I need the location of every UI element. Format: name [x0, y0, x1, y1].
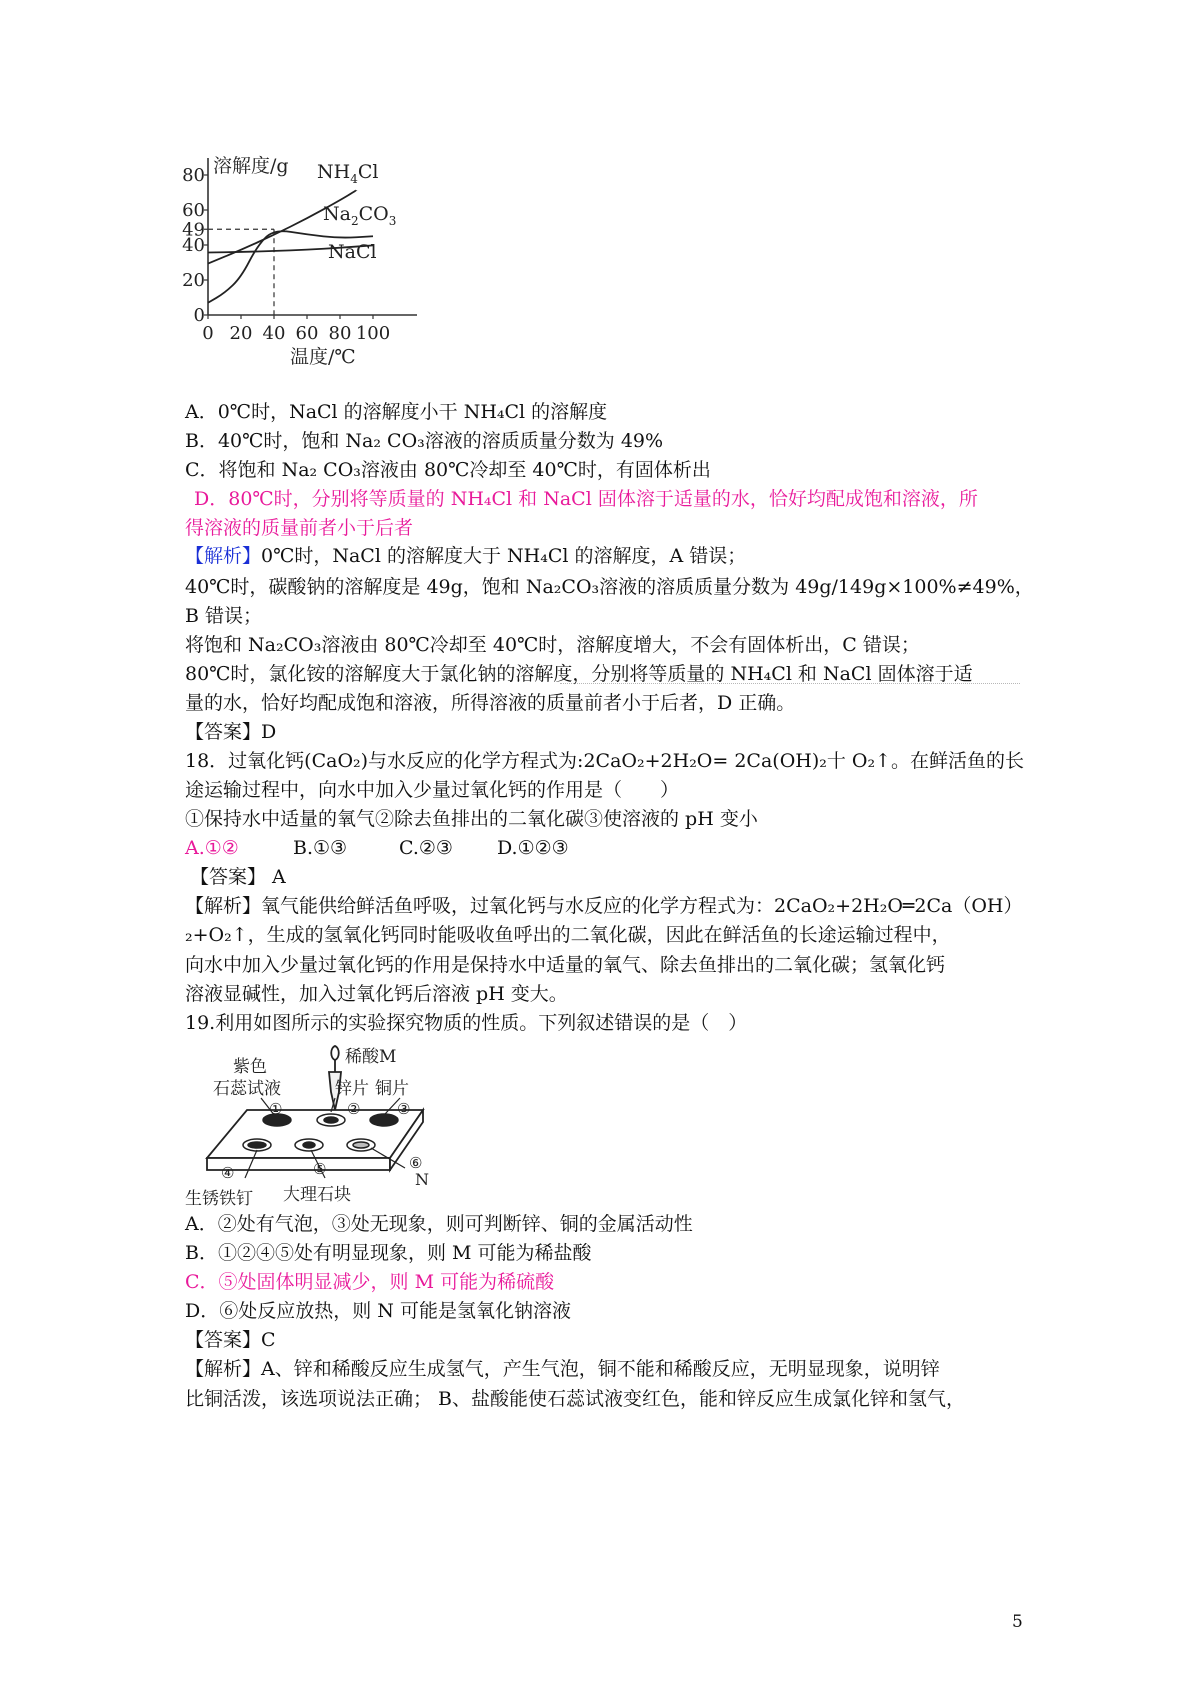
option-19-a: A．②处有气泡，③处无现象，则可判断锌、铜的金属活动性 — [185, 1213, 693, 1235]
y-tick-label: 80 — [182, 165, 205, 186]
question-18-options — [185, 833, 1025, 863]
option-19-b: B．①②④⑤处有明显现象，则 M 可能为稀盐酸 — [185, 1242, 592, 1264]
option-17-b: B．40℃时，饱和 Na₂ CO₃溶液的溶质质量分数为 49% — [185, 430, 664, 452]
litmus-label-bottom: 石蕊试液 — [213, 1079, 281, 1099]
zinc-label: 锌片 — [335, 1079, 369, 1099]
answer-17: 【答案】D — [185, 721, 277, 743]
y-tick-label: 60 — [182, 200, 205, 221]
option-17-c: C．将饱和 Na₂ CO₃溶液由 80℃冷却至 40℃时，有固体析出 — [185, 459, 711, 481]
analysis-19-text1: A、锌和稀酸反应生成氢气，产生气泡，铜不能和稀酸反应，无明显现象，说明锌 — [261, 1358, 940, 1380]
y-tick-label: 49 — [182, 219, 205, 241]
x-tick-label: 80 — [328, 323, 352, 344]
option-19-c: C．⑤处固体明显减少，则 M 可能为稀硫酸 — [185, 1271, 555, 1293]
series-label-nh4cl: $NH_4Cl$ — [317, 161, 379, 186]
analysis-19-line2: 比铜活泼，该选项说法正确； B、盐酸能使石蕊试液变红色，能和锌反应生成氯化锌和氢气， — [185, 1388, 966, 1410]
answer-18: 【答案】 A — [190, 866, 286, 888]
litmus-label-top: 紫色 — [233, 1057, 267, 1077]
option-18-c: C.②③ — [399, 837, 453, 859]
analysis-tag: 【解析】 — [185, 545, 262, 567]
analysis-18-text1: 氧气能供给鲜活鱼呼吸，过氧化钙与水反应的化学方程式为：2CaO₂+2H₂O═2Ca（OH） — [261, 895, 1023, 917]
circled-1: ① — [269, 1100, 283, 1118]
analysis-19-line1 — [185, 1354, 1025, 1384]
circled-2: ② — [347, 1100, 361, 1118]
x-axis-title: 温度/℃ — [290, 346, 356, 368]
option-18-d: D.①②③ — [497, 837, 569, 859]
question-19-stem: 19.利用如图所示的实验探究物质的性质。下列叙述错误的是（ ） — [185, 1012, 748, 1034]
analysis-18-line3: 向水中加入少量过氧化钙的作用是保持水中适量的氧气、除去鱼排出的二氧化碳；氢氧化钙 — [185, 954, 946, 976]
analysis-19-tag: 【解析】 — [185, 1358, 262, 1380]
y-tick-label: 40 — [182, 235, 205, 256]
analysis-17-line1 — [185, 541, 1025, 571]
y-tick-label: 0 — [193, 305, 205, 326]
option-19-d: D．⑥处反应放热，则 N 可能是氢氧化钠溶液 — [185, 1300, 571, 1322]
analysis-17-line2: 40℃时，碳酸钠的溶解度是 49g，饱和 Na₂CO₃溶液的溶质质量分数为 49g/149g×100%≠49%， — [185, 576, 1034, 598]
analysis-18-line4: 溶液显碱性，加入过氧化钙后溶液 pH 变大。 — [185, 983, 568, 1005]
x-tick-label: 20 — [229, 323, 253, 344]
y-axis-title: 溶解度/g — [213, 155, 289, 177]
dropper-label: 稀酸M — [345, 1047, 397, 1067]
analysis-17-text1: 0℃时，NaCl 的溶解度大于 NH₄Cl 的溶解度，A 错误； — [261, 545, 747, 567]
analysis-17-line6: 量的水，恰好均配成饱和溶液，所得溶液的质量前者小于后者，D 正确。 — [185, 692, 796, 714]
analysis-17-line3: B 错误； — [185, 605, 263, 627]
n-label: N — [415, 1170, 429, 1189]
question-18-stem-line3: ①保持水中适量的氧气②除去鱼排出的二氧化碳③使溶液的 pH 变小 — [185, 808, 758, 830]
option-18-a: A.①② — [185, 837, 239, 859]
circled-6: ⑥ — [409, 1154, 423, 1172]
y-tick-label: 20 — [182, 270, 205, 291]
option-17-d-line1: D．80℃时，分别将等质量的 NH₄Cl 和 NaCl 固体溶于适量的水，恰好均配成饱和溶液，所 — [194, 488, 978, 510]
marble-label: 大理石块 — [283, 1185, 351, 1205]
question-18-stem-line1: 18．过氧化钙(CaO₂)与水反应的化学方程式为:2CaO₂+2H₂O= 2Ca(OH)₂十 O₂↑。在鲜活鱼的长 — [185, 750, 1025, 772]
well-3 — [370, 1114, 398, 1126]
question-18-stem-line2: 途运输过程中，向水中加入少量过氧化钙的作用是（ ） — [185, 779, 680, 801]
analysis-18-line2: ₂+O₂↑，生成的氢氧化钙同时能吸收鱼呼出的二氧化碳，因此在鲜活鱼的长途运输过程中， — [185, 924, 951, 946]
experiment-figure — [185, 1040, 445, 1212]
x-tick-label: 100 — [355, 323, 391, 344]
x-tick-label: 40 — [262, 323, 286, 344]
solubility-chart — [182, 150, 455, 375]
solubility-chart-svg — [182, 150, 455, 375]
option-17-a: A．0℃时，NaCl 的溶解度小干 NH₄Cl 的溶解度 — [185, 401, 608, 423]
dropper — [329, 1046, 341, 1110]
analysis-17-line5: 80℃时，氯化铵的溶解度大于氯化钠的溶解度，分别将等质量的 NH₄Cl 和 NaCl 固体溶于适 — [185, 663, 973, 685]
answer-19: 【答案】C — [185, 1329, 276, 1351]
x-tick-label: 0 — [202, 323, 214, 344]
series-label-nacl: NaCl — [328, 241, 377, 263]
rusty-nail-label: 生锈铁钉 — [185, 1189, 253, 1209]
circled-5: ⑤ — [313, 1160, 327, 1178]
page-number: 5 — [1012, 1612, 1023, 1632]
circled-3: ③ — [397, 1100, 411, 1118]
analysis-17-line4: 将饱和 Na₂CO₃溶液由 80℃冷却至 40℃时，溶解度增大，不会有固体析出，C 错误； — [185, 634, 920, 656]
option-17-d-line2: 得溶液的质量前者小于后者 — [185, 517, 414, 539]
experiment-figure-svg — [185, 1040, 445, 1212]
x-tick-label: 60 — [295, 323, 319, 344]
analysis-18-line1 — [185, 891, 1025, 921]
series-label-na2co3: $Na_2CO_3$ — [323, 203, 397, 228]
analysis-18-tag: 【解析】 — [185, 895, 262, 917]
circled-4: ④ — [221, 1164, 235, 1182]
option-18-b: B.①③ — [293, 837, 348, 859]
copper-label: 铜片 — [375, 1079, 409, 1099]
